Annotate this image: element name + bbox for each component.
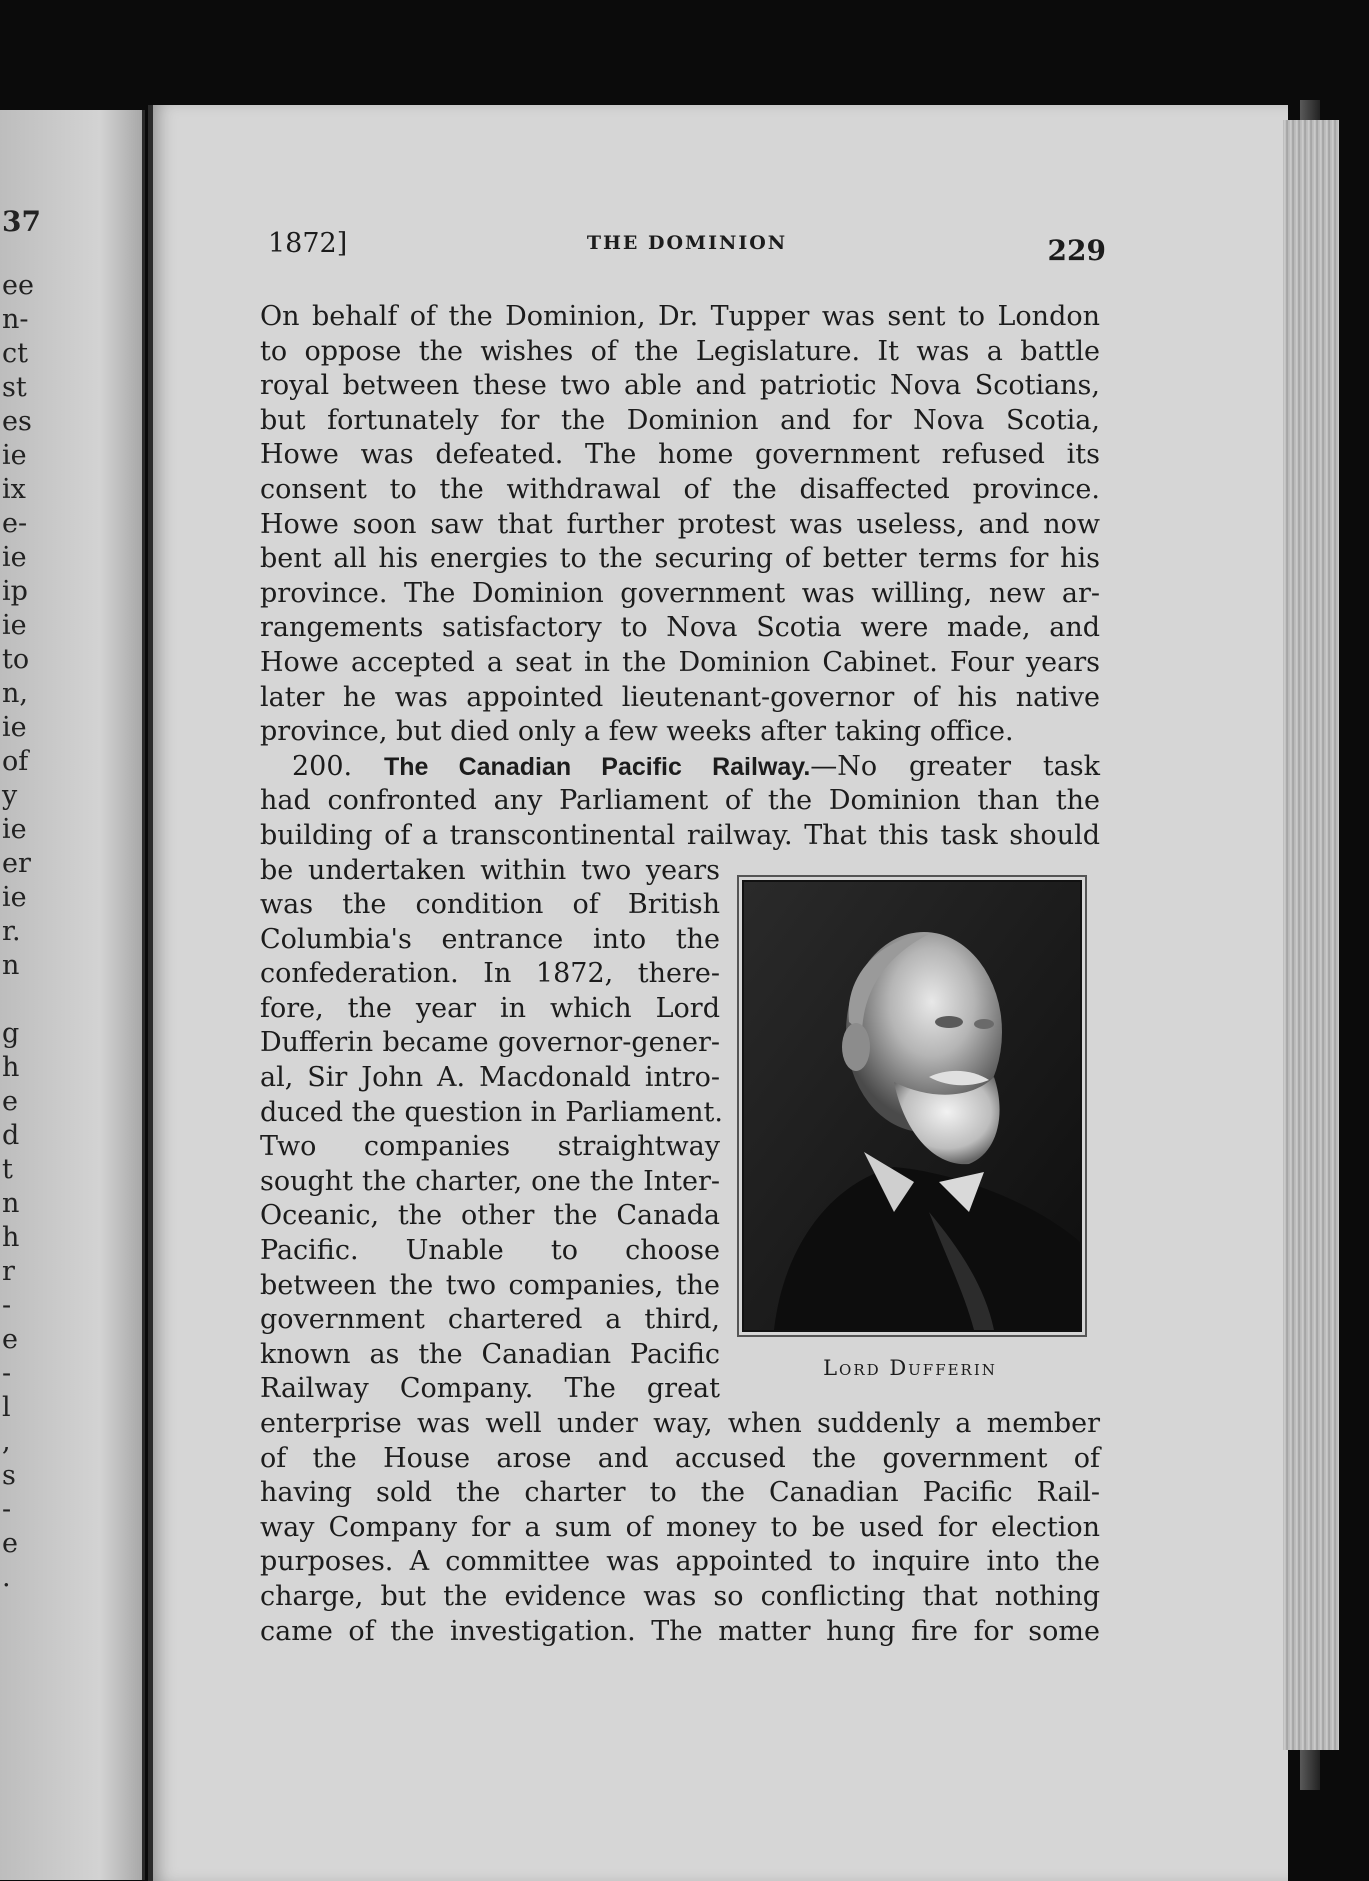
left-page-line-fragment: ix [2,474,26,505]
left-page-line-fragment: n [2,1188,20,1219]
section-first-line-rest: —No greater task [810,750,1100,782]
portrait-image [744,882,1080,1330]
text-line: purposes. A committee was appointed to inquire into the [260,1546,1100,1578]
text-line: Pacific. Unable to choose [260,1235,720,1267]
left-page-line-fragment: . [2,1562,11,1593]
section-number: 200. [292,750,353,782]
left-page-line-fragment: n [2,950,20,981]
text-line: province. The Dominion government was willing, new ar- [260,577,1100,609]
running-title: THE DOMINION [586,232,788,254]
figure-caption: Lord Dufferin [823,1356,997,1380]
left-page-line-fragment: e [2,1086,18,1117]
left-page-line-fragment: ie [2,882,27,913]
left-page-line-fragment: ie [2,712,27,743]
left-page-line-fragment: - [2,1358,12,1389]
text-line: building of a transcontinental railway. That this task should [260,819,1100,851]
left-page-line-fragment: ie [2,610,27,641]
text-line: between the two companies, the [260,1269,720,1301]
text-line: province, but died only a few weeks after taking office. [260,716,1014,748]
text-line: Howe accepted a seat in the Dominion Cabinet. Four years [260,646,1100,678]
left-page-line-fragment: er [2,848,31,879]
text-line: rangements satisfactory to Nova Scotia were made, and [260,612,1100,644]
left-page-line-fragment: ie [2,440,27,471]
text-line: sought the charter, one the Inter- [260,1165,720,1197]
page-number: 229 [1047,234,1106,267]
text-line: Columbia's entrance into the [260,923,720,955]
left-page-line-fragment: h [2,1052,20,1083]
text-line: fore, the year in which Lord [260,992,720,1024]
left-page-line-fragment: y [2,780,18,811]
section-full-lines [260,784,1100,853]
text-line: way Company for a sum of money to be used for election [260,1511,1100,1543]
text-line: duced the question in Parliament. [260,1096,723,1128]
left-page-line-fragment: ct [2,338,28,369]
text-line: having sold the charter to the Canadian Pacific Rail- [260,1477,1100,1509]
text-line: Oceanic, the other the Canada [260,1200,720,1232]
left-page-line-fragment: - [2,1494,12,1525]
left-page-line-fragment: d [2,1120,20,1151]
text-line: but fortunately for the Dominion and for Nova Scotia, [260,404,1100,436]
text-line: later he was appointed lieutenant-governor of his native [260,681,1100,713]
left-facing-page [0,110,145,1880]
left-page-line-fragment: of [2,746,29,777]
text-line: Railway Company. The great [260,1373,720,1405]
left-page-line-fragment: - [2,1290,12,1321]
page-edges [1283,120,1339,1750]
section-closing-lines [260,1407,1100,1649]
section-heading-line [260,750,1100,785]
left-page-line-fragment: h [2,1222,20,1253]
text-line: had confronted any Parliament of the Dominion than the [260,785,1100,817]
left-page-line-fragment: , [2,1426,11,1457]
left-page-number-fragment: 37 [2,205,41,238]
text-line: confederation. In 1872, there- [260,958,720,990]
left-page-line-fragment: ie [2,542,27,573]
left-page-line-fragment: to [2,644,30,675]
paragraph-1 [260,300,1100,750]
text-line: government chartered a third, [260,1304,720,1336]
text-line: came of the investigation. The matter hung fire for some [260,1615,1100,1647]
text-line: known as the Canadian Pacific [260,1338,720,1370]
text-line: of the House arose and accused the government of [260,1442,1100,1474]
left-page-line-fragment: ie [2,814,27,845]
text-line: royal between these two able and patriotic Nova Scotians, [260,370,1100,402]
portrait-figure [742,880,1082,1332]
text-line: Dufferin became governor-gener- [260,1027,720,1059]
left-page-line-fragment: t [2,1154,13,1185]
left-page-line-fragment: s [2,1460,16,1491]
text-line: consent to the withdrawal of the disaffected province. [260,473,1100,505]
text-line: charge, but the evidence was so conflicting that nothing [260,1580,1100,1612]
section-title: The Canadian Pacific Railway. [383,752,811,781]
header-year: 1872] [268,228,348,259]
text-line: Howe soon saw that further protest was useless, and now [260,508,1100,540]
left-page-line-fragment: es [2,406,32,437]
left-page-line-fragment: e [2,1528,18,1559]
left-page-line-fragment: st [2,372,27,403]
left-page-line-fragment: ip [2,576,28,607]
text-line: to oppose the wishes of the Legislature. It was a battle [260,335,1100,367]
left-page-line-fragment: e- [2,508,28,539]
left-page-line-fragment: n, [2,678,28,709]
left-page-line-fragment: g [2,1018,20,1049]
text-line: enterprise was well under way, when suddenly a member [260,1408,1100,1439]
text-line: bent all his energies to the securing of better terms for his [260,543,1100,575]
text-line: al, Sir John A. Macdonald intro- [260,1062,720,1094]
text-line: be undertaken within two years [260,854,720,886]
text-line: On behalf of the Dominion, Dr. Tupper was sent to London [260,301,1100,332]
text-line: Howe was defeated. The home government refused its [260,439,1100,471]
left-page-line-fragment: ee [2,270,34,301]
left-page-line-fragment: e [2,1324,18,1355]
page-header [268,228,1106,268]
left-page-line-fragment: l [2,1392,11,1423]
text-line: Two companies straightway [260,1131,720,1163]
left-page-line-fragment: r [2,1256,15,1287]
left-page-line-fragment: r. [2,916,21,947]
left-page-line-fragment: n- [2,304,29,335]
text-line: was the condition of British [260,889,720,921]
